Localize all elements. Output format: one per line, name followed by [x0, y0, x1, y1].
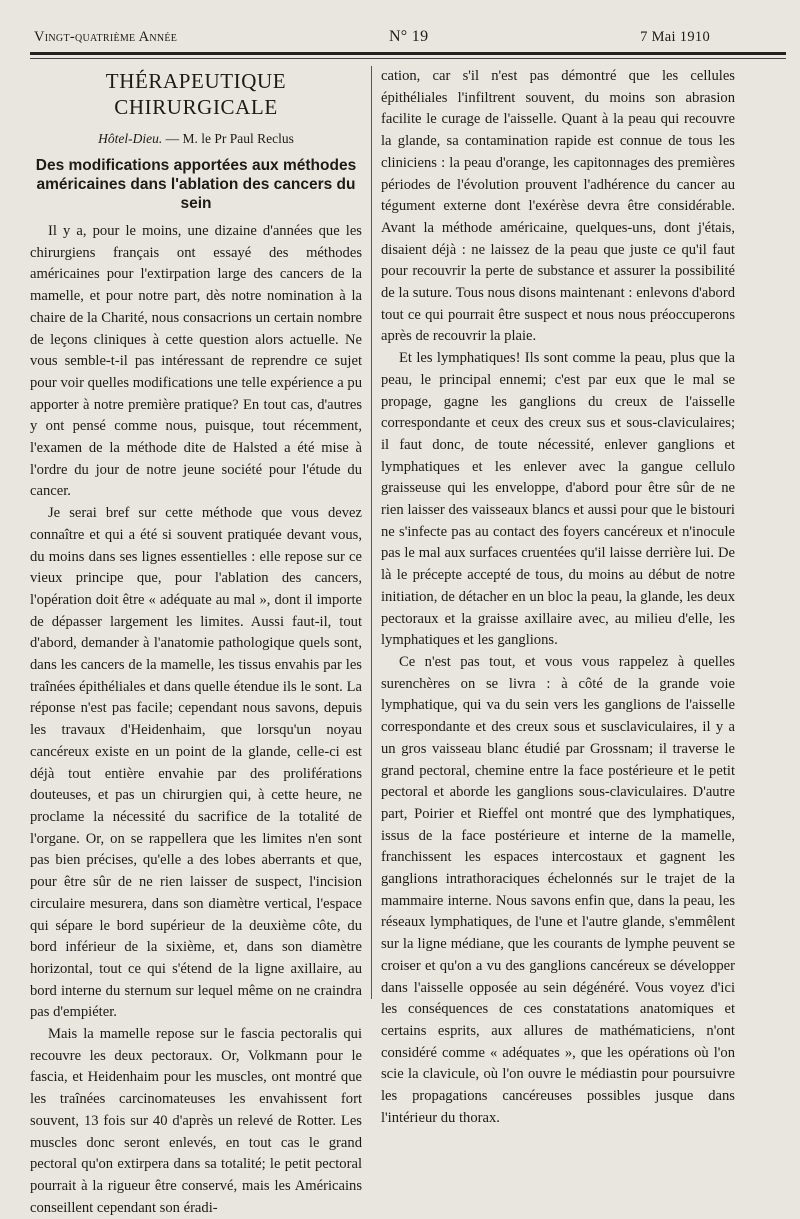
- paragraph: Mais la mamelle repose sur le fascia pectoralis qui recouvre les deux pectoraux. Or, Volkmann pour le fascia, et Heidenhaim pour les muscles, ont montré que les traînées carcinomateuses les envahissent fort souvent, 13 fois sur 40 d'après un relevé de Rotter. Les muscles donc seront enlevés, en tout cas le grand pectoral qu'on extirpera dans sa totalité; le petit pectoral pourrait à la rigueur être conservé, mais les Américains conseillent cependant son éradi-: [30, 1026, 362, 1216]
- header-rule-thin: [30, 58, 786, 59]
- left-column: [30, 66, 362, 1216]
- paragraph: Je serai bref sur cette méthode que vous devez connaître et qui a été si souvent pratiquée devant vous, du moins dans ses lignes essentielles : elle repose sur ce vieux principe que, pour l'ablation des cancers, l'opération doit être « adéquate au mal », dont il importe de dépasser largement les limites. Aussi faut-il, tout d'abord, demander à l'anatomie pathologique quels sont, dans les cancers de la mamelle, les tissus envahis par les traînées épithéliales et dans quelle étendue ils le sont. La réponse n'est pas facile; cependant nous savons, depuis les travaux d'Heidenhaim, que lorsqu'un noyau cancéreux existe en un point de la glande, celle-ci est déjà tout entière envahie par des proliférations douteuses, et pas un chirurgien qui, à cette heure, ne proclame la nécessité du sacrifice de la totalité de l'organe. Or, on se rappellera que les limites n'en sont pas bien précises, qu'elle a des lobes aberrants et que, pour être sûr de ne rien laisser de suspect, l'incision circulaire mesurera, dans son diamètre vertical, l'espace qui sépare le bord supérieur de la deuxième côte, du bord inférieur de la sixième, et, dans son diamètre horizontal, tout ce qui s'étend de la ligne axillaire, au bord interne du sternum sur lequel même on ne craindra pas d'empiéter.: [30, 505, 362, 1021]
- paragraph: cation, car s'il n'est pas démontré que les cellules épithéliales l'infiltrent souvent, du moins son abrasion facilite le curage de l'aisselle. Quant à la peau qui recouvre la glande, sa contamination rapide est connue de tous les cliniciens : la peau d'orange, les capitonnages des premières périodes de l'évolution prouvent l'adhérence du cancer au tégument externe dont l'exérèse devra être considérable. Avant la méthode américaine, quelques-uns, dont j'étais, disaient déjà : ne laissez de la peau que juste ce qu'il faut pour recouvrir la perte de substance et assurer la possibilité de la suture. Tous nous disons maintenant : enlevons d'abord tout ce qui pourrait être suspect et nous nous préoccuperons après de recouvrir la plaie.: [381, 68, 735, 345]
- header-rule-thick: [30, 52, 786, 55]
- paragraph: Ce n'est pas tout, et vous vous rappelez à quelles surenchères on se livra : à côté de la grande voie lymphatique, qui va du sein vers les ganglions de l'aisselle correspondante et des creux sous et susclaviculaires, il y a un gros vaisseau blanc étudié par Grossnam; il traverse le grand pectoral, chemine entre la face postérieure et le petit pectoral et aborde les ganglions sous-claviculaires. D'autre part, Poirier et Rieffel ont montré que des lymphatiques, issus de la face postérieure et interne de la mamelle, franchissent les espaces intercostaux et gagnent les ganglions intrathoraciques échelonnés sur le trajet de la mammaire interne. Nous savons enfin que, dans la peau, les réseaux lymphatiques, de l'une et l'autre glande, s'emmêlent sur la ligne médiane, que les courants de lymphe peuvent se croiser et qu'on a vu des ganglions cancéreux se développer dans l'aisselle opposée au sein dégénéré. Vous voyez d'ici les conséquences de ces constatations anatomiques et certains esprits, aux allures de mathématiciens, n'ont considéré comme « adéquates », que les opérations où l'on scie la clavicule, où l'on ouvre le médiastin pour poursuivre les propagations cancéreuses possibles jusque dans l'intérieur du thorax.: [381, 653, 735, 1126]
- section-title: THÉRAPEUTIQUE CHIRURGICALE: [105, 69, 287, 119]
- byline: [30, 130, 362, 148]
- header-date: 7 Mai 1910: [640, 29, 710, 45]
- byline-place: Hôtel-Dieu.: [98, 131, 163, 146]
- article-title: Des modifications apportées aux méthodes américaines dans l'ablation des cancers du sein: [35, 157, 357, 212]
- byline-author: — M. le Pr Paul Reclus: [165, 131, 294, 146]
- running-header: [34, 28, 710, 46]
- paragraph: Et les lymphatiques! Ils sont comme la peau, plus que la peau, le principal ennemi; c'est par eux que le mal se propage, gagne les ganglions du creux de l'aisselle correspondante et ceux des creux sus et sous-claviculaires; il faut donc, de toute nécessité, enlever ganglions et lymphatiques et les enlever avec la gangue cellulo graisseuse qui les enveloppe, d'abord pour être sûr de ne rien laisser des vaisseaux blancs et aussi pour que le bistouri ne s'infecte pas au contact des foyers cancéreux et n'inocule pas le mal aux surfaces cruentées qu'il laisse derrière lui. De là le précepte accepté de tous, du moins au début de notre initiation, de détacher en un bloc la peau, la glande, les deux pectoraux et la graisse axillaire avec, au milieu d'elle, les lymphatiques et les ganglions.: [381, 350, 735, 649]
- right-column: [381, 66, 735, 1126]
- column-divider: [371, 66, 372, 999]
- header-volume: Vingt-quatrième Année: [34, 29, 178, 45]
- paragraph: Il y a, pour le moins, une dizaine d'années que les chirurgiens français ont essayé des méthodes américaines pour l'extirpation large des cancers de la mamelle, et pour notre part, dès notre nomination à la chaire de la Charité, nous consacrions un certain nombre de leçons cliniques à cette question alors actuelle. Ne vous semble-t-il pas intéressant de reprendre ce sujet pour voir quelles modifications une telle expérience a pu apporter à notre première pratique? En tout cas, d'autres y ont pensé comme nous, puisque, tout récemment, l'examen de la méthode dite de Halsted a été mise à l'ordre du jour de notre jeune société pour l'étude du cancer.: [30, 223, 362, 500]
- header-issue-number: N° 19: [388, 28, 429, 45]
